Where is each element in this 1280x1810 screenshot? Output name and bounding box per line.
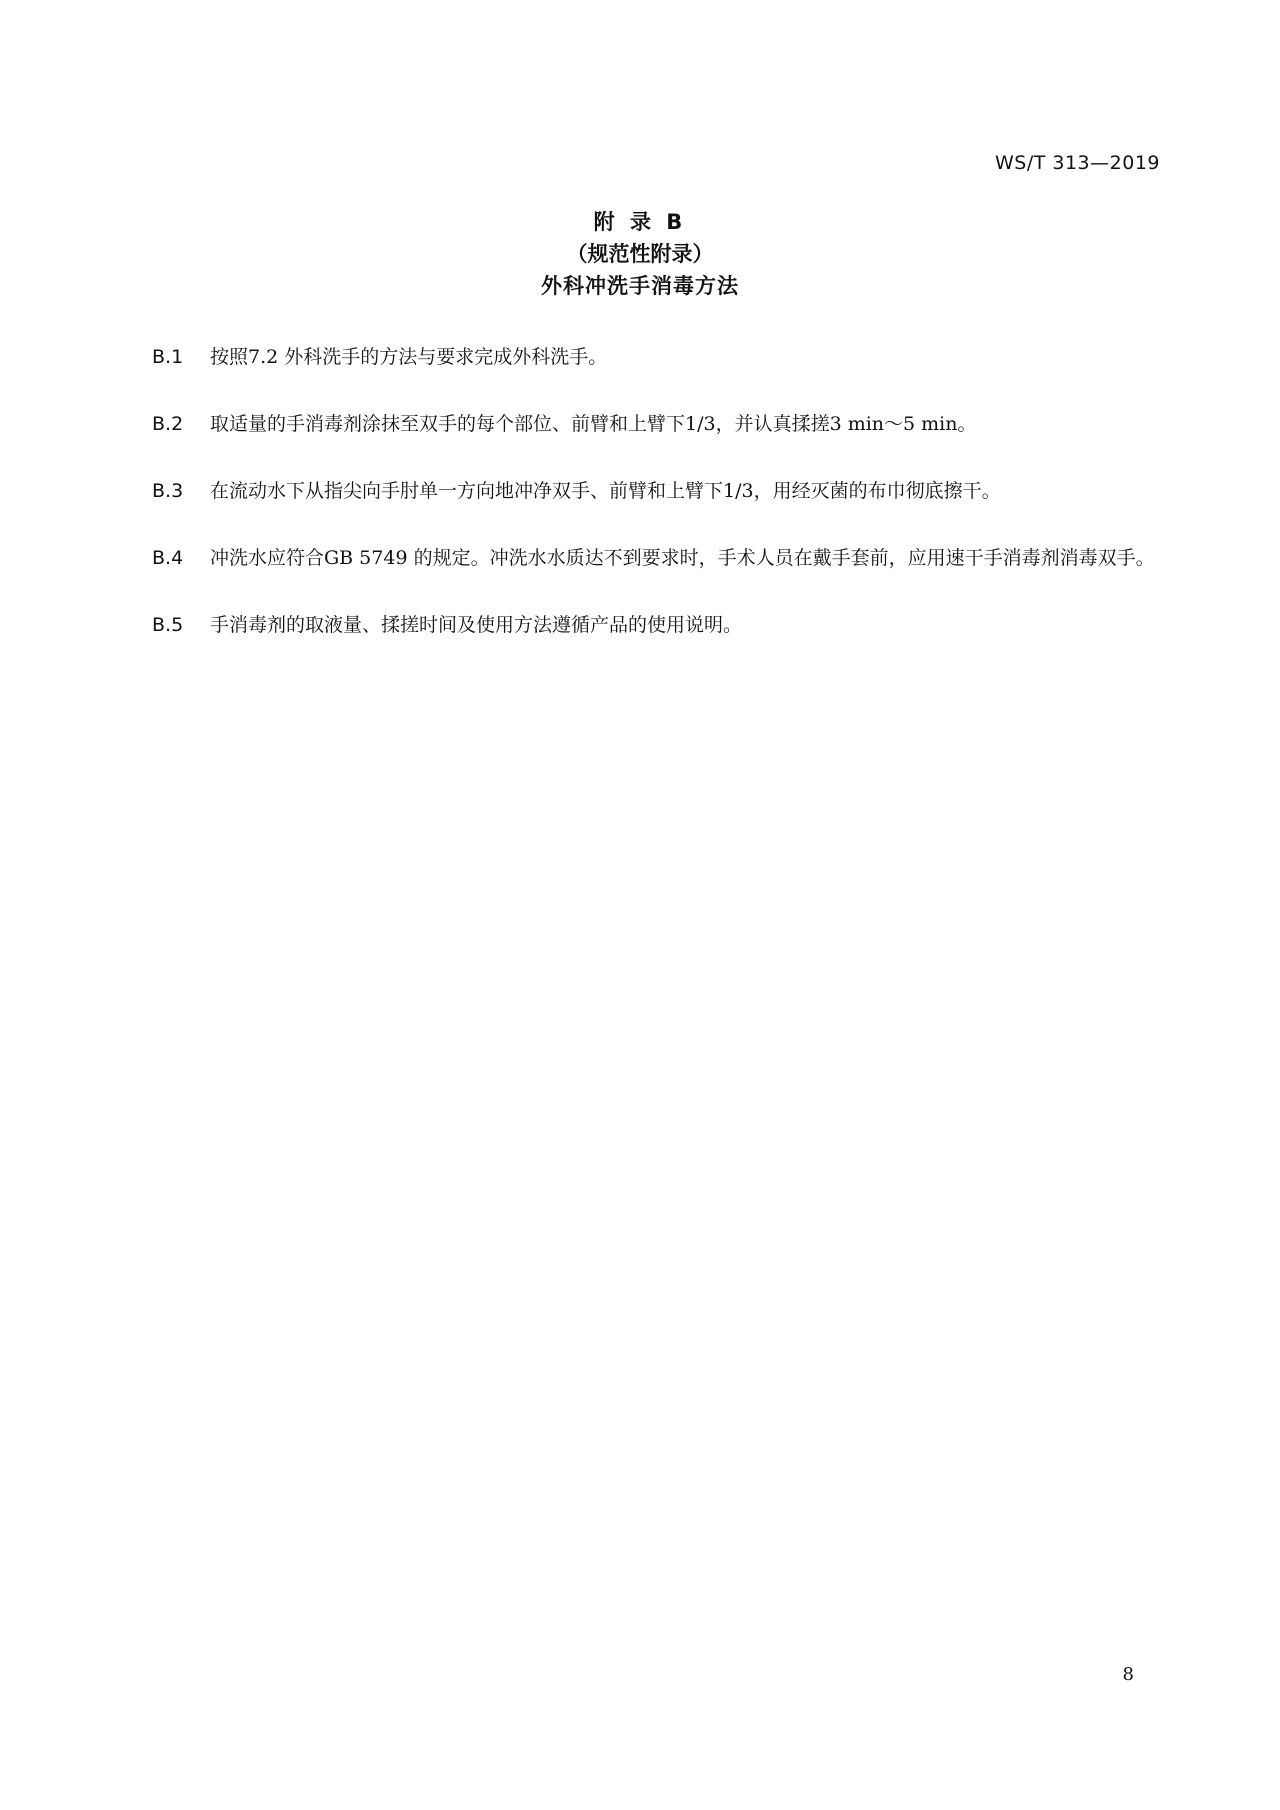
clause-text: 手消毒剂的取液量、揉搓时间及使用方法遵循产品的使用说明。	[210, 614, 743, 636]
clause-b2	[152, 407, 1160, 441]
page-number: 8	[1122, 1664, 1134, 1685]
clause-text: 取适量的手消毒剂涂抹至双手的每个部位、前臂和上臂下1/3，并认真揉搓3 min～5 min。	[210, 413, 977, 435]
clause-b4	[152, 541, 1160, 575]
standard-code: WS/T 313—2019	[994, 152, 1160, 174]
clause-number: B.2	[152, 413, 184, 435]
appendix-heading	[0, 206, 1280, 302]
clause-b1	[152, 340, 1160, 374]
clause-text: 在流动水下从指尖向手肘单一方向地冲净双手、前臂和上臂下1/3，用经灭菌的布巾彻底擦干。	[210, 480, 1001, 502]
clause-b3	[152, 474, 1160, 508]
clause-list	[152, 340, 1160, 675]
appendix-title: 外科冲洗手消毒方法	[541, 274, 739, 298]
clause-number: B.3	[152, 480, 184, 502]
clause-number: B.5	[152, 614, 184, 636]
clause-number: B.4	[152, 547, 184, 569]
appendix-label: 附 录 B	[593, 210, 687, 234]
clause-text: 冲洗水应符合GB 5749 的规定。冲洗水水质达不到要求时，手术人员在戴手套前，应用速干手消毒剂消毒双手。	[210, 547, 1155, 569]
appendix-type: （规范性附录）	[566, 242, 714, 266]
clause-number: B.1	[152, 346, 184, 368]
clause-b5	[152, 608, 1160, 642]
clause-text: 按照7.2 外科洗手的方法与要求完成外科洗手。	[210, 346, 608, 368]
